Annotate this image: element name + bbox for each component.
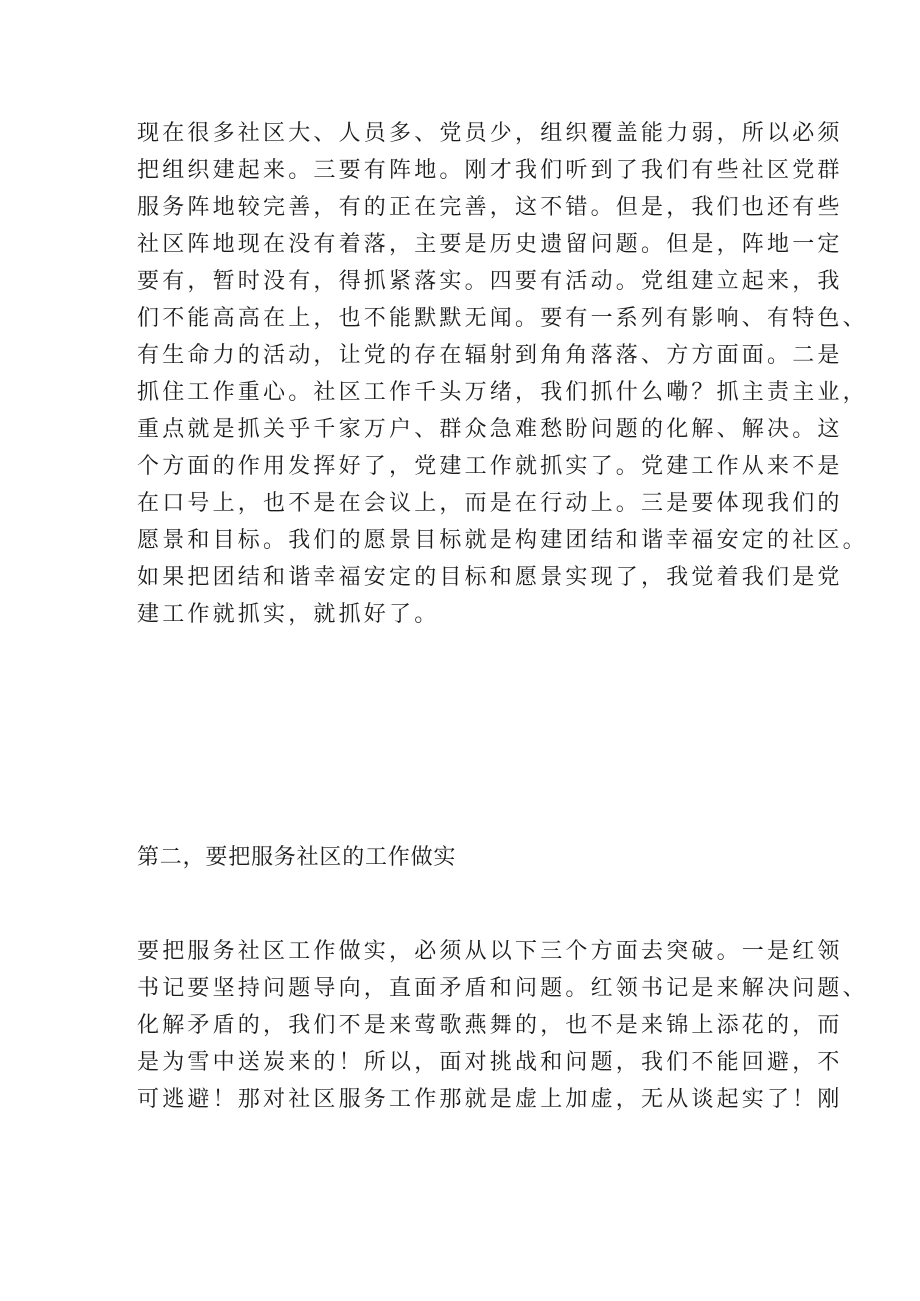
text-line: 可逃避！那对社区服务工作那就是虚上加虚，无从谈起实了！刚 [137,1087,843,1112]
text-line: 重点就是抓关乎千家万户、群众急难愁盼问题的化解、解决。这 [137,417,843,442]
text-line: 服务阵地较完善，有的正在完善，这不错。但是，我们也还有些 [137,195,843,220]
text-line: 书记要坚持问题导向，直面矛盾和问题。红领书记是来解决问题、 [137,976,868,1001]
text-line: 抓住工作重心。社区工作千头万绪，我们抓什么嘞？抓主责主业， [137,380,868,405]
text-line: 化解矛盾的，我们不是来莺歌燕舞的，也不是来锦上添花的，而 [137,1013,843,1038]
text-line: 现在很多社区大、人员多、党员少，组织覆盖能力弱，所以必须 [137,121,843,146]
text-line: 有生命力的活动，让党的存在辐射到角角落落、方方面面。二是 [137,343,843,368]
text-line: 在口号上，也不是在会议上，而是在行动上。三是要体现我们的 [137,491,843,516]
text-line: 要有，暂时没有，得抓紧落实。四要有活动。党组建立起来，我 [137,269,843,294]
text-line: 是为雪中送炭来的！所以，面对挑战和问题，我们不能回避，不 [137,1050,843,1075]
text-line: 把组织建起来。三要有阵地。刚才我们听到了我们有些社区党群 [137,158,843,183]
text-line: 社区阵地现在没有着落，主要是历史遗留问题。但是，阵地一定 [137,232,843,257]
text-line: 个方面的作用发挥好了，党建工作就抓实了。党建工作从来不是 [137,454,843,479]
text-line: 建工作就抓实，就抓好了。 [137,602,440,627]
text-line: 如果把团结和谐幸福安定的目标和愿景实现了，我觉着我们是党 [137,565,843,590]
section-heading: 第二，要把服务社区的工作做实 [137,845,457,870]
text-line: 愿景和目标。我们的愿景目标就是构建团结和谐幸福安定的社区。 [137,528,868,553]
text-line: 要把服务社区工作做实，必须从以下三个方面去突破。一是红领 [137,939,843,964]
text-line: 们不能高高在上，也不能默默无闻。要有一系列有影响、有特色、 [137,306,868,331]
